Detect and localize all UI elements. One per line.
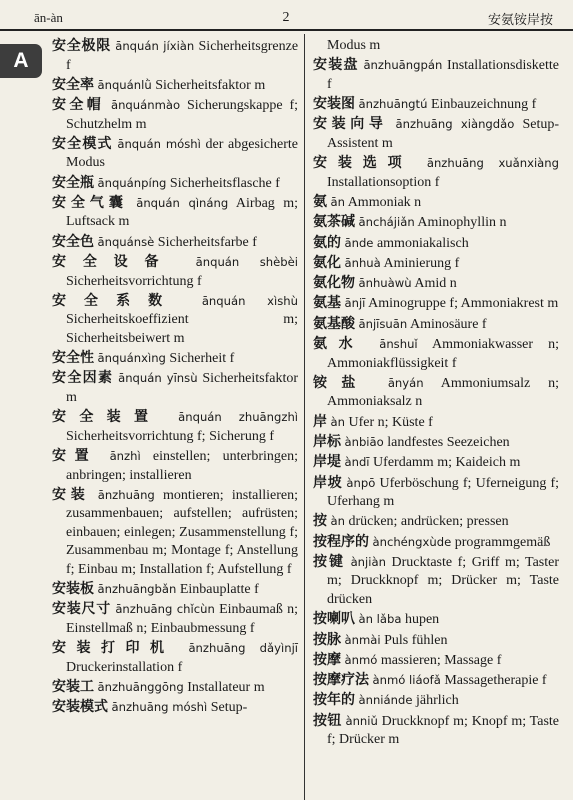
entry-definition: Aminierung f — [383, 255, 460, 271]
entry-pinyin: ānde — [344, 235, 374, 250]
dictionary-entry — [313, 193, 559, 213]
entry-pinyin: àndī — [344, 455, 370, 470]
entry-definition: Druckerinstallation f — [66, 659, 183, 675]
dictionary-entry — [313, 671, 559, 691]
entry-pinyin: ànjiàn — [350, 554, 386, 569]
entry-pinyin: ānzhuāng móshì — [111, 700, 208, 715]
entry-headword: 安全帽 — [52, 97, 105, 114]
dictionary-entry — [52, 76, 298, 96]
section-tab-letter: A — [13, 49, 29, 72]
header-character-range: 安氨铵岸按 — [487, 13, 553, 28]
entry-headword: 按摩疗法 — [313, 672, 369, 689]
entry-headword: 安装向导 — [313, 116, 388, 133]
dictionary-entry — [313, 453, 559, 473]
entry-definition: Sicherheitsfarbe f — [157, 234, 257, 250]
entry-pinyin: ānquán shèbèi — [195, 255, 298, 270]
dictionary-entry — [313, 315, 559, 335]
dictionary-entry — [313, 533, 559, 553]
entry-pinyin: ànmó — [344, 652, 378, 667]
dictionary-entry — [313, 512, 559, 532]
entry-pinyin: ānchájiǎn — [358, 215, 415, 230]
entry-headword: 安装图 — [313, 96, 355, 113]
entry-headword: 安置 — [52, 448, 98, 465]
entry-definition: Sicherheitsvorrichtung f — [66, 273, 202, 289]
dictionary-entry — [52, 580, 298, 600]
entry-definition: hupen — [404, 612, 440, 628]
entry-pinyin: ànniǔ — [345, 713, 378, 728]
right-column — [313, 37, 559, 751]
entry-headword: 按程序的 — [313, 533, 369, 550]
entry-pinyin: ān — [330, 194, 345, 209]
dictionary-entry — [52, 174, 298, 194]
entry-definition: einstellen; unterbringen; anbringen; installieren — [66, 449, 299, 483]
dictionary-entry — [52, 678, 298, 698]
entry-definition: Sicherheitsgrenze f — [66, 39, 299, 73]
entry-definition: Uferböschung f; Uferneigung f; Uferhang m — [327, 475, 560, 510]
entry-pinyin: ānzhuāngtú — [358, 97, 428, 112]
entry-pinyin: ànmài — [344, 632, 381, 647]
entry-headword: 按摩 — [313, 651, 341, 668]
entry-definition: Sicherheitsfaktor m — [155, 77, 266, 93]
entry-headword: 安装打印机 — [52, 640, 175, 657]
entry-pinyin: ānhuà — [344, 255, 381, 270]
column-divider — [304, 34, 305, 800]
entry-pinyin: ānyán — [387, 375, 424, 390]
left-column — [52, 37, 298, 719]
entry-definition: massieren; Massage f — [380, 652, 502, 668]
entry-definition: Airbag m; Luftsack m — [66, 195, 299, 230]
dictionary-entry — [52, 292, 298, 349]
dictionary-entry — [313, 610, 559, 630]
entry-pinyin: ānquánpíng — [97, 175, 167, 190]
dictionary-entry — [52, 349, 298, 369]
entry-definition: Drucktaste f; Griff m; Taster m; Druckknopf m; Drücker m; Taste drücken — [327, 554, 560, 607]
entry-pinyin: ānquánxìng — [97, 351, 166, 366]
entry-headword: 安全系数 — [52, 292, 181, 309]
entry-headword: 安全气囊 — [52, 194, 128, 211]
entry-definition: Einbaumaß n; Einstellmaß n; Einbaubmessung f — [66, 602, 299, 636]
entry-definition: Sicherheitsfaktor m — [66, 371, 299, 405]
entry-pinyin: ānzhuāng dǎyìnjī — [188, 641, 299, 656]
entry-definition: der abgesicherte Modus — [66, 136, 299, 171]
dictionary-entry — [313, 433, 559, 453]
entry-definition: Massagetherapie f — [444, 673, 547, 689]
entry-pinyin: ānjīsuān — [358, 316, 408, 331]
entry-definition: Setup- — [210, 700, 248, 716]
dictionary-entry — [52, 486, 298, 580]
page-number: 2 — [282, 10, 290, 25]
entry-definition: Installationsdiskette f — [327, 58, 560, 92]
entry-definition: Puls fühlen — [384, 632, 448, 648]
dictionary-entry — [52, 639, 298, 677]
running-header — [0, 0, 573, 28]
header-pinyin-range: ān-àn — [34, 10, 63, 25]
dictionary-entry — [52, 96, 298, 134]
entry-pinyin: ānzhì — [109, 449, 141, 464]
entry-pinyin: ānquánsè — [97, 234, 155, 249]
entry-definition: Amid n — [414, 276, 457, 292]
entry-headword: 按键 — [313, 553, 346, 570]
entry-pinyin: ānzhuāng xiàngdǎo — [395, 117, 515, 132]
entry-pinyin: ànchéngxùde — [372, 534, 452, 549]
entry-definition: Sicherungskappe f; Schutzhelm m — [66, 98, 299, 132]
entry-pinyin: ànpō — [346, 475, 376, 490]
entry-headword: 氨基酸 — [313, 315, 355, 332]
dictionary-entry — [313, 294, 559, 314]
entry-headword: 按脉 — [313, 631, 341, 648]
entry-headword: 安全设备 — [52, 254, 176, 271]
entry-headword: 氨化物 — [313, 275, 355, 292]
dictionary-entry — [313, 154, 559, 192]
entry-pinyin: ānhuàwù — [358, 276, 412, 291]
entry-headword: 安全性 — [52, 350, 94, 367]
entry-definition: Einbauplatte f — [179, 582, 259, 598]
entry-pinyin: ānzhuāng chǐcùn — [115, 602, 215, 617]
entry-headword: 按钮 — [313, 712, 342, 729]
entry-headword: 安装盘 — [313, 57, 359, 74]
dictionary-entry — [52, 369, 298, 407]
entry-pinyin: ānshuǐ — [379, 337, 418, 352]
dictionary-entry — [52, 600, 298, 638]
entry-definition: Sicherheitsflasche f — [169, 175, 280, 191]
entry-definition: Einbauzeichnung f — [430, 97, 537, 113]
entry-definition: Aminosäure f — [409, 316, 487, 332]
entry-pinyin: ānzhuāng xuǎnxiàng — [426, 156, 559, 171]
entry-pinyin: ānzhuāng — [97, 487, 155, 502]
entry-headword: 按 — [313, 513, 327, 530]
entry-definition: montieren; installieren; zusammenbauen; aufstellen; aufrüsten; einbauen; einlegen; Zusammenstellung f; Zusammenbau m; Montage f; Anstellung f; Einbau m; Installation f; Aufstellung f — [66, 487, 299, 577]
entry-headword: 岸堤 — [313, 454, 341, 471]
entry-headword: 按年的 — [313, 692, 355, 709]
entry-definition: Ammoniakwasser n; Ammoniakflüssigkeit f — [327, 337, 560, 371]
entry-definition: Uferdamm m; Kaideich m — [373, 455, 521, 471]
entry-definition: Installateur m — [187, 680, 265, 696]
entry-pinyin: ānjī — [344, 296, 366, 311]
dictionary-entry — [313, 651, 559, 671]
entry-pinyin: ànniánde — [358, 693, 413, 708]
entry-pinyin: ānquán qìnáng — [136, 195, 229, 210]
dictionary-entry — [313, 254, 559, 274]
dictionary-entry — [52, 408, 298, 446]
dictionary-entry — [313, 631, 559, 651]
entry-continuation: Modus m — [327, 38, 381, 53]
entry-headword: 氨的 — [313, 234, 341, 251]
dictionary-entry — [313, 115, 559, 153]
entry-headword: 氨茶碱 — [313, 214, 355, 231]
entry-pinyin: ānquán jíxiàn — [115, 39, 195, 53]
entry-pinyin: ānzhuāngbǎn — [97, 582, 177, 597]
entry-pinyin: ānquánlǜ — [97, 77, 152, 92]
entry-headword: 安全装置 — [52, 409, 162, 426]
entry-headword: 安装板 — [52, 581, 94, 598]
entry-definition: Ammoniak n — [347, 194, 422, 210]
dictionary-entry — [313, 335, 559, 373]
dictionary-entry — [313, 56, 559, 94]
entry-definition: Sicherheitskoeffizient m; Sicherheitsbeiwert m — [66, 312, 298, 346]
dictionary-entry — [313, 474, 559, 512]
entry-definition: Ufer n; Küste f — [348, 414, 433, 430]
dictionary-entry — [52, 253, 298, 291]
entry-definition: Sicherheit f — [169, 351, 235, 367]
entry-pinyin: àn — [330, 414, 345, 429]
entry-pinyin: ānquán zhuāngzhì — [178, 410, 299, 425]
dictionary-entry — [52, 447, 298, 485]
entry-headword: 按喇叭 — [313, 611, 355, 628]
entry-definition: Sicherheitsvorrichtung f; Sicherung f — [66, 428, 275, 444]
entry-definition: Aminogruppe f; Ammoniakrest m — [368, 296, 559, 312]
entry-headword: 安全模式 — [52, 135, 113, 152]
dictionary-entry — [52, 698, 298, 718]
entry-headword: 安全色 — [52, 233, 94, 250]
entry-definition: Installationsoption f — [327, 174, 440, 190]
entry-definition: Setup-Assistent m — [327, 117, 560, 151]
entry-definition: drücken; andrücken; pressen — [348, 514, 509, 530]
entry-headword: 安装模式 — [52, 699, 108, 716]
dictionary-entry — [52, 37, 298, 75]
dictionary-entry — [313, 691, 559, 711]
entry-pinyin: ànmó liáofǎ — [372, 673, 441, 688]
entry-definition: landfestes Seezeichen — [387, 434, 510, 450]
entry-headword: 氨基 — [313, 295, 341, 312]
dictionary-entry — [52, 135, 298, 173]
entry-pinyin: àn — [330, 514, 345, 529]
entry-headword: 安全率 — [52, 76, 94, 93]
dictionary-entry — [313, 712, 559, 750]
entry-pinyin: ānzhuānggōng — [97, 680, 184, 695]
entry-definition: ammoniakalisch — [376, 235, 469, 251]
dictionary-entry — [313, 374, 559, 412]
entry-pinyin: ānquánmào — [110, 98, 181, 113]
entry-definition: jährlich — [415, 693, 459, 709]
entry-headword: 岸标 — [313, 433, 341, 450]
entry-pinyin: ànbiāo — [344, 434, 384, 449]
entry-headword: 氨化 — [313, 254, 341, 271]
header-rule — [0, 29, 573, 31]
entry-pinyin: ānquán xìshù — [201, 293, 298, 308]
dictionary-entry — [313, 213, 559, 233]
entry-headword: 安全因素 — [52, 370, 114, 387]
entry-headword: 安全极限 — [52, 38, 111, 54]
entry-definition: Ammoniumsalz n; Ammoniaksalz n — [327, 375, 560, 410]
entry-headword: 安装工 — [52, 679, 94, 696]
dictionary-entry — [52, 194, 298, 232]
dictionary-entry — [313, 413, 559, 433]
entry-headword: 安全瓶 — [52, 174, 94, 191]
section-tab — [0, 44, 42, 78]
dictionary-entry — [313, 274, 559, 294]
entry-headword: 氨水 — [313, 336, 365, 353]
dictionary-entry — [313, 553, 559, 610]
entry-headword: 安装尺寸 — [52, 601, 112, 618]
entry-pinyin: ānquán móshì — [117, 136, 201, 151]
entry-pinyin: ānzhuāngpán — [363, 58, 443, 73]
entry-headword: 安装选项 — [313, 155, 413, 172]
entry-headword: 岸 — [313, 413, 327, 430]
entry-pinyin: àn lǎba — [358, 612, 402, 627]
dictionary-entry — [313, 234, 559, 254]
entry-headword: 铵盐 — [313, 374, 370, 391]
entry-definition: Aminophyllin n — [417, 215, 507, 231]
entry-pinyin: ānquán yīnsù — [118, 371, 198, 386]
entry-definition: programmgemäß — [454, 534, 551, 550]
entry-headword: 安装 — [52, 486, 90, 503]
entry-headword: 岸坡 — [313, 474, 343, 491]
dictionary-entry — [52, 233, 298, 253]
entry-definition: Druckknopf m; Knopf m; Taste f; Drücker m — [327, 713, 560, 748]
dictionary-entry — [313, 95, 559, 115]
entry-headword: 氨 — [313, 193, 327, 210]
